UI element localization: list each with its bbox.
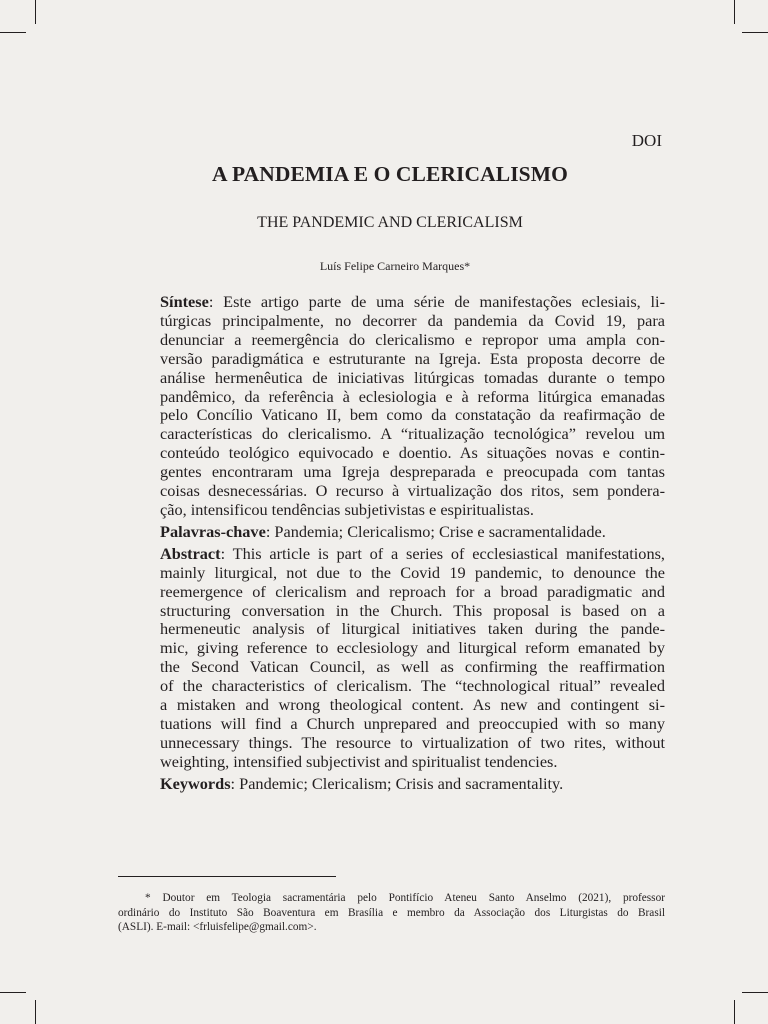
crop-mark <box>0 32 26 33</box>
text-line: mainly liturgical, not due to the Covid 19 pandemic, to denounce the <box>160 562 665 582</box>
crop-mark <box>734 0 735 24</box>
palavras-chave-label: Palavras-chave <box>160 521 266 541</box>
sintese-paragraph <box>160 293 665 520</box>
article-subtitle: THE PANDEMIC AND CLERICALISM <box>257 214 523 231</box>
text-line: coisas desnecessárias. O recurso à virtualização dos ritos, sem pondera- <box>160 481 665 501</box>
footnote-line: ordinário do Instituto São Boaventura em Brasília e membro da Associação dos Liturgistas do Brasil <box>118 906 665 919</box>
text-line: pelo Concílio Vaticano II, bem como da constatação da reafirmação de <box>160 405 665 425</box>
text-line: análise hermenêutica de iniciativas litúrgicas tomadas durante o tempo <box>160 367 665 387</box>
article-title: A PANDEMIA E O CLERICALISMO <box>212 162 568 186</box>
crop-mark <box>734 1000 735 1024</box>
text-line: weighting, intensified subjectivist and spiritualist tendencies. <box>160 751 558 771</box>
text-line: mic, giving reference to ecclesiology and liturgical reform emanated by <box>160 638 665 658</box>
footnote-rule <box>118 876 336 877</box>
crop-mark <box>742 32 768 33</box>
crop-mark <box>35 1000 36 1024</box>
crop-mark <box>742 992 768 993</box>
text-line: unnecessary things. The resource to virtualization of two rites, without <box>160 732 665 752</box>
crop-mark <box>0 992 26 993</box>
text-line: denunciar a reemergência do clericalismo e repropor uma ampla con- <box>160 329 665 349</box>
text-line: of the characteristics of clericalism. The “technological ritual” revealed <box>160 676 665 696</box>
text-line: the Second Vatican Council, as well as confirming the reaffirmation <box>160 657 665 677</box>
footnote <box>118 891 665 935</box>
author-name: Luís Felipe Carneiro Marques* <box>319 259 471 273</box>
text-line: pandêmico, da referência à eclesiologia e à reforma litúrgica emanadas <box>160 386 665 406</box>
text-line: hermeneutic analysis of liturgical initiatives taken during the pande- <box>160 619 665 639</box>
text-line: Abstract: This article is part of a series of ecclesiastical manifestations, <box>160 543 665 563</box>
footnote-line: (ASLI). E-mail: <frluisfelipe@gmail.com>. <box>118 921 317 934</box>
text-line: Síntese: Este artigo parte de uma série de manifestações eclesiais, li- <box>160 292 665 311</box>
text-line: reemergence of clericalism and reproach for a broad paradigmatic and <box>160 581 665 601</box>
keywords-label: Keywords <box>160 773 231 793</box>
text-line: Palavras-chave: Pandemia; Clericalismo; Crise e sacramentalidade. <box>160 521 606 541</box>
text-line: túrgicas principalmente, no decorrer da pandemia da Covid 19, para <box>160 310 665 330</box>
crop-mark <box>35 0 36 24</box>
abstract-label: Abstract <box>160 543 221 563</box>
doi-label: DOI <box>631 131 662 150</box>
text-line: gentes encontraram uma Igreja despreparada e preocupada com tantas <box>160 462 665 482</box>
abstract-paragraph <box>160 545 665 772</box>
text-line: Keywords: Pandemic; Clericalism; Crisis and sacramentality. <box>160 773 564 793</box>
abstract-block <box>160 293 665 794</box>
text-line: a mistaken and wrong theological content. As new and contingent si- <box>160 695 665 715</box>
text-line: structuring conversation in the Church. This proposal is based on a <box>160 600 665 620</box>
sintese-label: Síntese <box>160 292 209 311</box>
text-line: características do clericalismo. A “ritualização tecnológica” revelou um <box>160 424 665 444</box>
footnote-line: * Doutor em Teologia sacramentária pelo Pontifício Ateneu Santo Anselmo (2021), professor <box>145 892 665 904</box>
palavras-chave-paragraph <box>160 523 665 542</box>
text-line: tuations will find a Church unprepared and preoccupied with so many <box>160 713 665 733</box>
text-line: ção, intensificou tendências subjetivistas e espiritualistas. <box>160 499 534 519</box>
text-line: conteúdo teológico equivocado e doentio. As situações novas e contin- <box>160 443 665 463</box>
text-line: versão paradigmática e estruturante na Igreja. Esta proposta decorre de <box>160 348 665 368</box>
keywords-paragraph <box>160 775 665 794</box>
